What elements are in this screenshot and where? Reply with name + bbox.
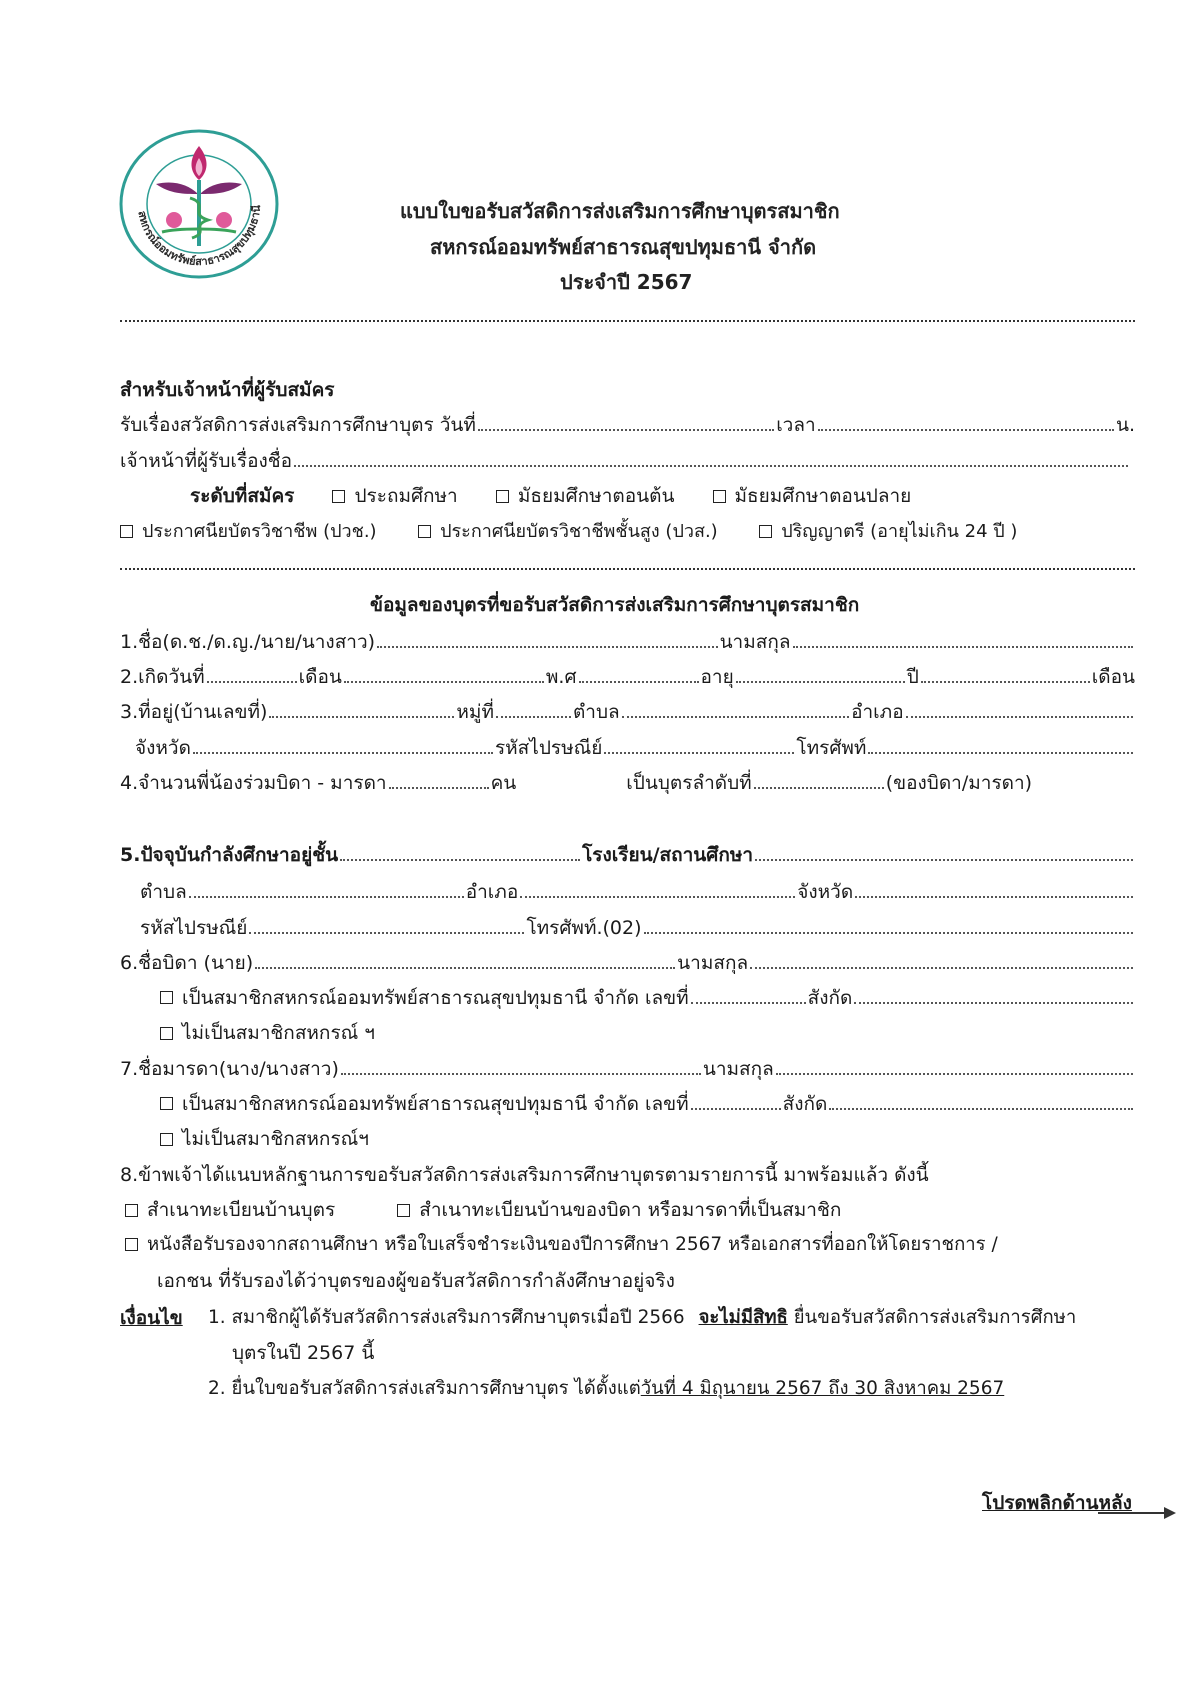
- turn-over-note: โปรดพลิกด้านหลัง: [982, 1492, 1132, 1514]
- siblings-label: 4.จำนวนพี่น้องร่วมบิดา - มารดา: [120, 772, 387, 794]
- father-name-field[interactable]: [255, 966, 675, 969]
- school-tambon-field[interactable]: [189, 895, 464, 898]
- father-member-checkbox[interactable]: [160, 991, 173, 1004]
- mother-surname-label: นามสกุล: [702, 1058, 774, 1080]
- father-member-row: [160, 983, 1135, 1013]
- house-no-label: 3.ที่อยู่(บ้านเลขที่): [120, 701, 268, 723]
- level-vocational-label: ประกาศนียบัตรวิชาชีพ (ปวช.): [142, 521, 377, 542]
- birth-year-label: พ.ศ: [545, 666, 577, 688]
- age-label: อายุ: [700, 666, 734, 688]
- postcode-field[interactable]: [604, 751, 794, 754]
- grade-field[interactable]: [340, 858, 580, 861]
- school-province-label: จังหวัด: [797, 881, 854, 903]
- child-name-row: [120, 627, 1135, 657]
- age-months-field[interactable]: [921, 680, 1090, 683]
- child-surname-label: นามสกุล: [719, 631, 791, 653]
- school-tambon-label: ตำบล: [140, 881, 187, 903]
- form-year: ประจำปี 2567: [560, 270, 693, 294]
- school-label: โรงเรียน/สถานศึกษา: [582, 844, 754, 866]
- siblings-row: [120, 768, 1032, 798]
- condition-1-text-end: ยื่นขอรับสวัสดิการส่งเสริมการศึกษา: [793, 1307, 1077, 1328]
- condition-1-cont: บุตรในปี 2567 นี้: [232, 1342, 375, 1364]
- birth-month-label: เดือน: [298, 666, 342, 688]
- checkbox-bachelor[interactable]: [759, 525, 772, 538]
- docs-intro: 8.ข้าพเจ้าได้แนบหลักฐานการขอรับสวัสดิการส่งเสริมการศึกษาบุตรตามรายการนี้ มาพร้อมแล้ว ดังนี้: [120, 1164, 929, 1186]
- child-name-field[interactable]: [377, 645, 718, 648]
- checkbox-primary[interactable]: [332, 490, 345, 503]
- mother-nonmember-checkbox[interactable]: [160, 1133, 173, 1146]
- house-no-field[interactable]: [269, 715, 454, 718]
- province-field[interactable]: [193, 751, 493, 754]
- birth-order-field[interactable]: [754, 786, 884, 789]
- arrow-right-icon: [1098, 1503, 1178, 1525]
- condition-1: [208, 1303, 1076, 1332]
- cooperative-name: สหกรณ์ออมทรัพย์สาธารณสุขปทุมธานี จำกัด: [430, 235, 817, 259]
- address-row: [120, 697, 1135, 727]
- father-nonmember-row: [160, 1018, 375, 1048]
- mother-name-label: 7.ชื่อมารดา(นาง/นางสาว): [120, 1058, 339, 1080]
- doc-school-certificate-checkbox[interactable]: [125, 1238, 138, 1251]
- time-field[interactable]: [818, 428, 1114, 431]
- mother-affil-label: สังกัด: [782, 1093, 828, 1115]
- father-member-no-field[interactable]: [691, 1001, 806, 1004]
- siblings-unit: คน: [490, 772, 517, 794]
- father-nonmember-label: ไม่เป็นสมาชิกสหกรณ์ ฯ: [182, 1022, 375, 1044]
- conditions-label: เงื่อนไข: [120, 1307, 183, 1329]
- amphoe-label: อำเภอ: [851, 701, 904, 723]
- level-bachelor-label: ปริญญาตรี (อายุไม่เกิน 24 ปี ): [781, 521, 1018, 542]
- moo-label: หมู่ที่: [456, 701, 494, 723]
- logo-text: สหกรณ์ออมทรัพย์สาธารณสุขปทุมธานี: [135, 204, 264, 269]
- doc-parent-house-reg-label: สำเนาทะเบียนบ้านของบิดา หรือมารดาที่เป็นสมาชิก: [419, 1199, 842, 1221]
- receive-date-field[interactable]: [478, 428, 774, 431]
- school-amphoe-field[interactable]: [520, 895, 795, 898]
- doc-child-house-reg-label: สำเนาทะเบียนบ้านบุตร: [147, 1199, 336, 1221]
- birth-row: [120, 662, 1135, 692]
- father-affil-label: สังกัด: [807, 987, 853, 1009]
- time-unit: น.: [1115, 414, 1135, 436]
- father-member-label: เป็นสมาชิกสหกรณ์ออมทรัพย์สาธารณสุขปทุมธานี จำกัด เลขที่: [182, 987, 689, 1009]
- staff-label: เจ้าหน้าที่ผู้รับเรื่องชื่อ: [120, 450, 293, 472]
- age-years-field[interactable]: [736, 680, 905, 683]
- level-label: ระดับที่สมัคร: [190, 485, 295, 507]
- condition-2-text: 2. ยื่นใบขอรับสวัสดิการส่งเสริมการศึกษาบุตร ได้ตั้งแต่: [208, 1378, 641, 1399]
- level-lower-secondary-label: มัธยมศึกษาตอนต้น: [517, 485, 675, 507]
- grade-label: 5.ปัจจุบันกำลังศึกษาอยู่ชั้น: [120, 844, 339, 866]
- condition-1-emphasis: จะไม่มีสิทธิ: [698, 1307, 788, 1328]
- receive-date-label: รับเรื่องสวัสดิการส่งเสริมการศึกษาบุตร วันที่: [120, 414, 476, 436]
- school-address-row: [140, 877, 1135, 907]
- divider: [120, 320, 1135, 322]
- birth-day-label: 2.เกิดวันที่: [120, 666, 205, 688]
- moo-field[interactable]: [496, 715, 571, 718]
- form-title: แบบใบขอรับสวัสดิการส่งเสริมการศึกษาบุตรสมาชิก: [400, 199, 840, 223]
- address-row-2: [135, 733, 1135, 763]
- school-phone-label: โทรศัพท์.(02): [526, 917, 642, 939]
- checkbox-vocational[interactable]: [120, 525, 133, 538]
- phone-field[interactable]: [868, 751, 1133, 754]
- siblings-field[interactable]: [389, 786, 489, 789]
- staff-name-field[interactable]: [294, 464, 1128, 467]
- father-surname-label: นามสกุล: [677, 952, 749, 974]
- mother-member-checkbox[interactable]: [160, 1097, 173, 1110]
- school-row: [120, 840, 1135, 870]
- checkbox-high-vocational[interactable]: [418, 525, 431, 538]
- condition-2-dates: วันที่ 4 มิถุนายน 2567 ถึง 30 สิงหาคม 2567: [640, 1378, 1005, 1399]
- divider: [120, 568, 1135, 570]
- birth-day-field[interactable]: [207, 680, 297, 683]
- age-years-unit: ปี: [906, 666, 919, 688]
- school-province-field[interactable]: [855, 895, 1133, 898]
- father-row: [120, 948, 1135, 978]
- mother-affil-field[interactable]: [829, 1107, 1133, 1110]
- receive-date-row: [120, 410, 1135, 440]
- doc-child-house-reg-checkbox[interactable]: [125, 1204, 138, 1217]
- mother-surname-field[interactable]: [776, 1072, 1133, 1075]
- level-primary-label: ประถมศึกษา: [354, 485, 458, 507]
- school-field[interactable]: [755, 858, 1133, 861]
- tambon-label: ตำบล: [572, 701, 620, 723]
- school-phone-field[interactable]: [644, 931, 1133, 934]
- level-upper-secondary-label: มัธยมศึกษาตอนปลาย: [734, 485, 912, 507]
- levels-row-1: [190, 481, 911, 511]
- cooperative-logo: [118, 128, 280, 285]
- level-high-vocational-label: ประกาศนียบัตรวิชาชีพชั้นสูง (ปวส.): [440, 521, 718, 542]
- birth-order-suffix: (ของบิดา/มารดา): [885, 772, 1033, 794]
- tambon-field[interactable]: [622, 715, 849, 718]
- docs-row-1: [125, 1195, 841, 1225]
- mother-nonmember-row: [160, 1124, 369, 1154]
- phone-label: โทรศัพท์: [796, 737, 867, 759]
- birth-month-field[interactable]: [344, 680, 544, 683]
- child-name-label: 1.ชื่อ(ด.ช./ด.ญ./นาย/นางสาว): [120, 631, 376, 653]
- postcode-label: รหัสไปรษณีย์: [494, 737, 603, 759]
- mother-name-field[interactable]: [341, 1072, 701, 1075]
- father-name-label: 6.ชื่อบิดา (นาย): [120, 952, 254, 974]
- docs-row-2: [125, 1230, 998, 1259]
- officer-heading: สำหรับเจ้าหน้าที่ผู้รับสมัคร: [120, 379, 335, 401]
- mother-member-label: เป็นสมาชิกสหกรณ์ออมทรัพย์สาธารณสุขปทุมธานี จำกัด เลขที่: [182, 1093, 689, 1115]
- doc-school-certificate-label: หนังสือรับรองจากสถานศึกษา หรือใบเสร็จชำระเงินของปีการศึกษา 2567 หรือเอกสารที่ออกให้โดยราชการ /: [147, 1234, 998, 1255]
- doc-parent-house-reg-checkbox[interactable]: [397, 1204, 410, 1217]
- school-postcode-label: รหัสไปรษณีย์: [140, 917, 248, 939]
- doc-school-certificate-cont: เอกชน ที่รับรองได้ว่าบุตรของผู้ขอรับสวัสดิการกำลังศึกษาอยู่จริง: [157, 1270, 675, 1292]
- father-nonmember-checkbox[interactable]: [160, 1027, 173, 1040]
- mother-member-row: [160, 1089, 1135, 1119]
- checkbox-upper-secondary[interactable]: [713, 490, 726, 503]
- age-months-unit: เดือน: [1091, 666, 1135, 688]
- levels-row-2: [120, 516, 1017, 545]
- school-contact-row: [140, 913, 1135, 943]
- child-surname-field[interactable]: [793, 645, 1134, 648]
- father-surname-field[interactable]: [750, 966, 1133, 969]
- time-label: เวลา: [776, 414, 816, 436]
- school-amphoe-label: อำเภอ: [465, 881, 519, 903]
- staff-row: [120, 446, 1130, 476]
- mother-member-no-field[interactable]: [691, 1107, 781, 1110]
- birth-order-label: เป็นบุตรลำดับที่: [626, 772, 752, 794]
- birth-year-field[interactable]: [579, 680, 699, 683]
- mother-row: [120, 1054, 1135, 1084]
- school-postcode-field[interactable]: [249, 931, 524, 934]
- condition-2: [208, 1374, 1004, 1403]
- mother-nonmember-label: ไม่เป็นสมาชิกสหกรณ์ฯ: [182, 1128, 369, 1150]
- father-affil-field[interactable]: [854, 1001, 1133, 1004]
- amphoe-field[interactable]: [906, 715, 1133, 718]
- condition-1-text: 1. สมาชิกผู้ได้รับสวัสดิการส่งเสริมการศึกษาบุตรเมื่อปี 2566: [208, 1307, 685, 1328]
- child-heading: ข้อมูลของบุตรที่ขอรับสวัสดิการส่งเสริมการศึกษาบุตรสมาชิก: [370, 594, 860, 616]
- checkbox-lower-secondary[interactable]: [496, 490, 509, 503]
- province-label: จังหวัด: [135, 737, 191, 759]
